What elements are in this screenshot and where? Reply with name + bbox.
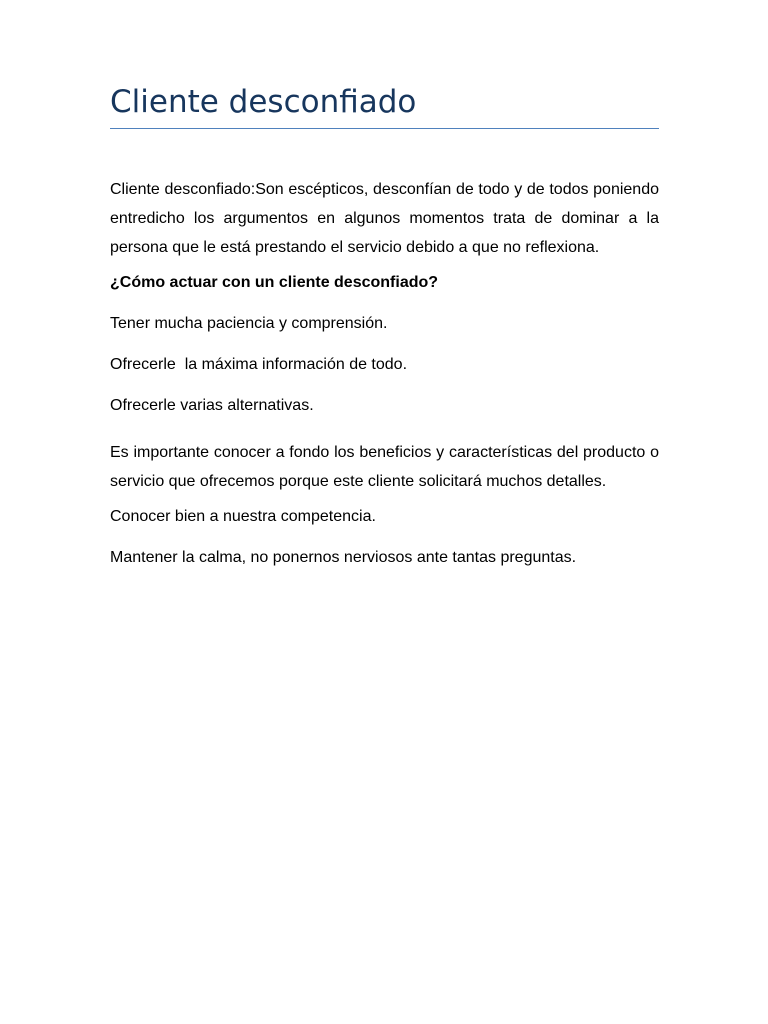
paragraph-tip-calm: Mantener la calma, no ponernos nerviosos ante tantas preguntas.: [110, 549, 577, 566]
paragraph-tip-competition: Conocer bien a nuestra competencia.: [110, 508, 376, 525]
paragraph-question-heading: ¿Cómo actuar con un cliente desconfiado?: [110, 274, 439, 291]
document-page: [110, 82, 659, 590]
paragraph-tip-patience: Tener mucha paciencia y comprensión.: [110, 315, 388, 332]
paragraph-tip-alternatives: Ofrecerle varias alternativas.: [110, 397, 314, 414]
document-title: Cliente desconfiado: [110, 82, 659, 129]
document-body: [110, 175, 659, 567]
paragraph-tip-product-knowledge: Es importante conocer a fondo los beneficios y características del producto o servicio que ofrecemos porque este cliente solicitará muchos detalles.: [110, 444, 659, 490]
paragraph-intro: Cliente desconfiado:Son escépticos, desconfían de todo y de todos poniendo entredicho los argumentos en algunos momentos trata de dominar a la persona que le está prestando el servicio debido a que no reflexiona.: [110, 181, 659, 256]
paragraph-tip-information: Ofrecerle la máxima información de todo.: [110, 356, 408, 373]
